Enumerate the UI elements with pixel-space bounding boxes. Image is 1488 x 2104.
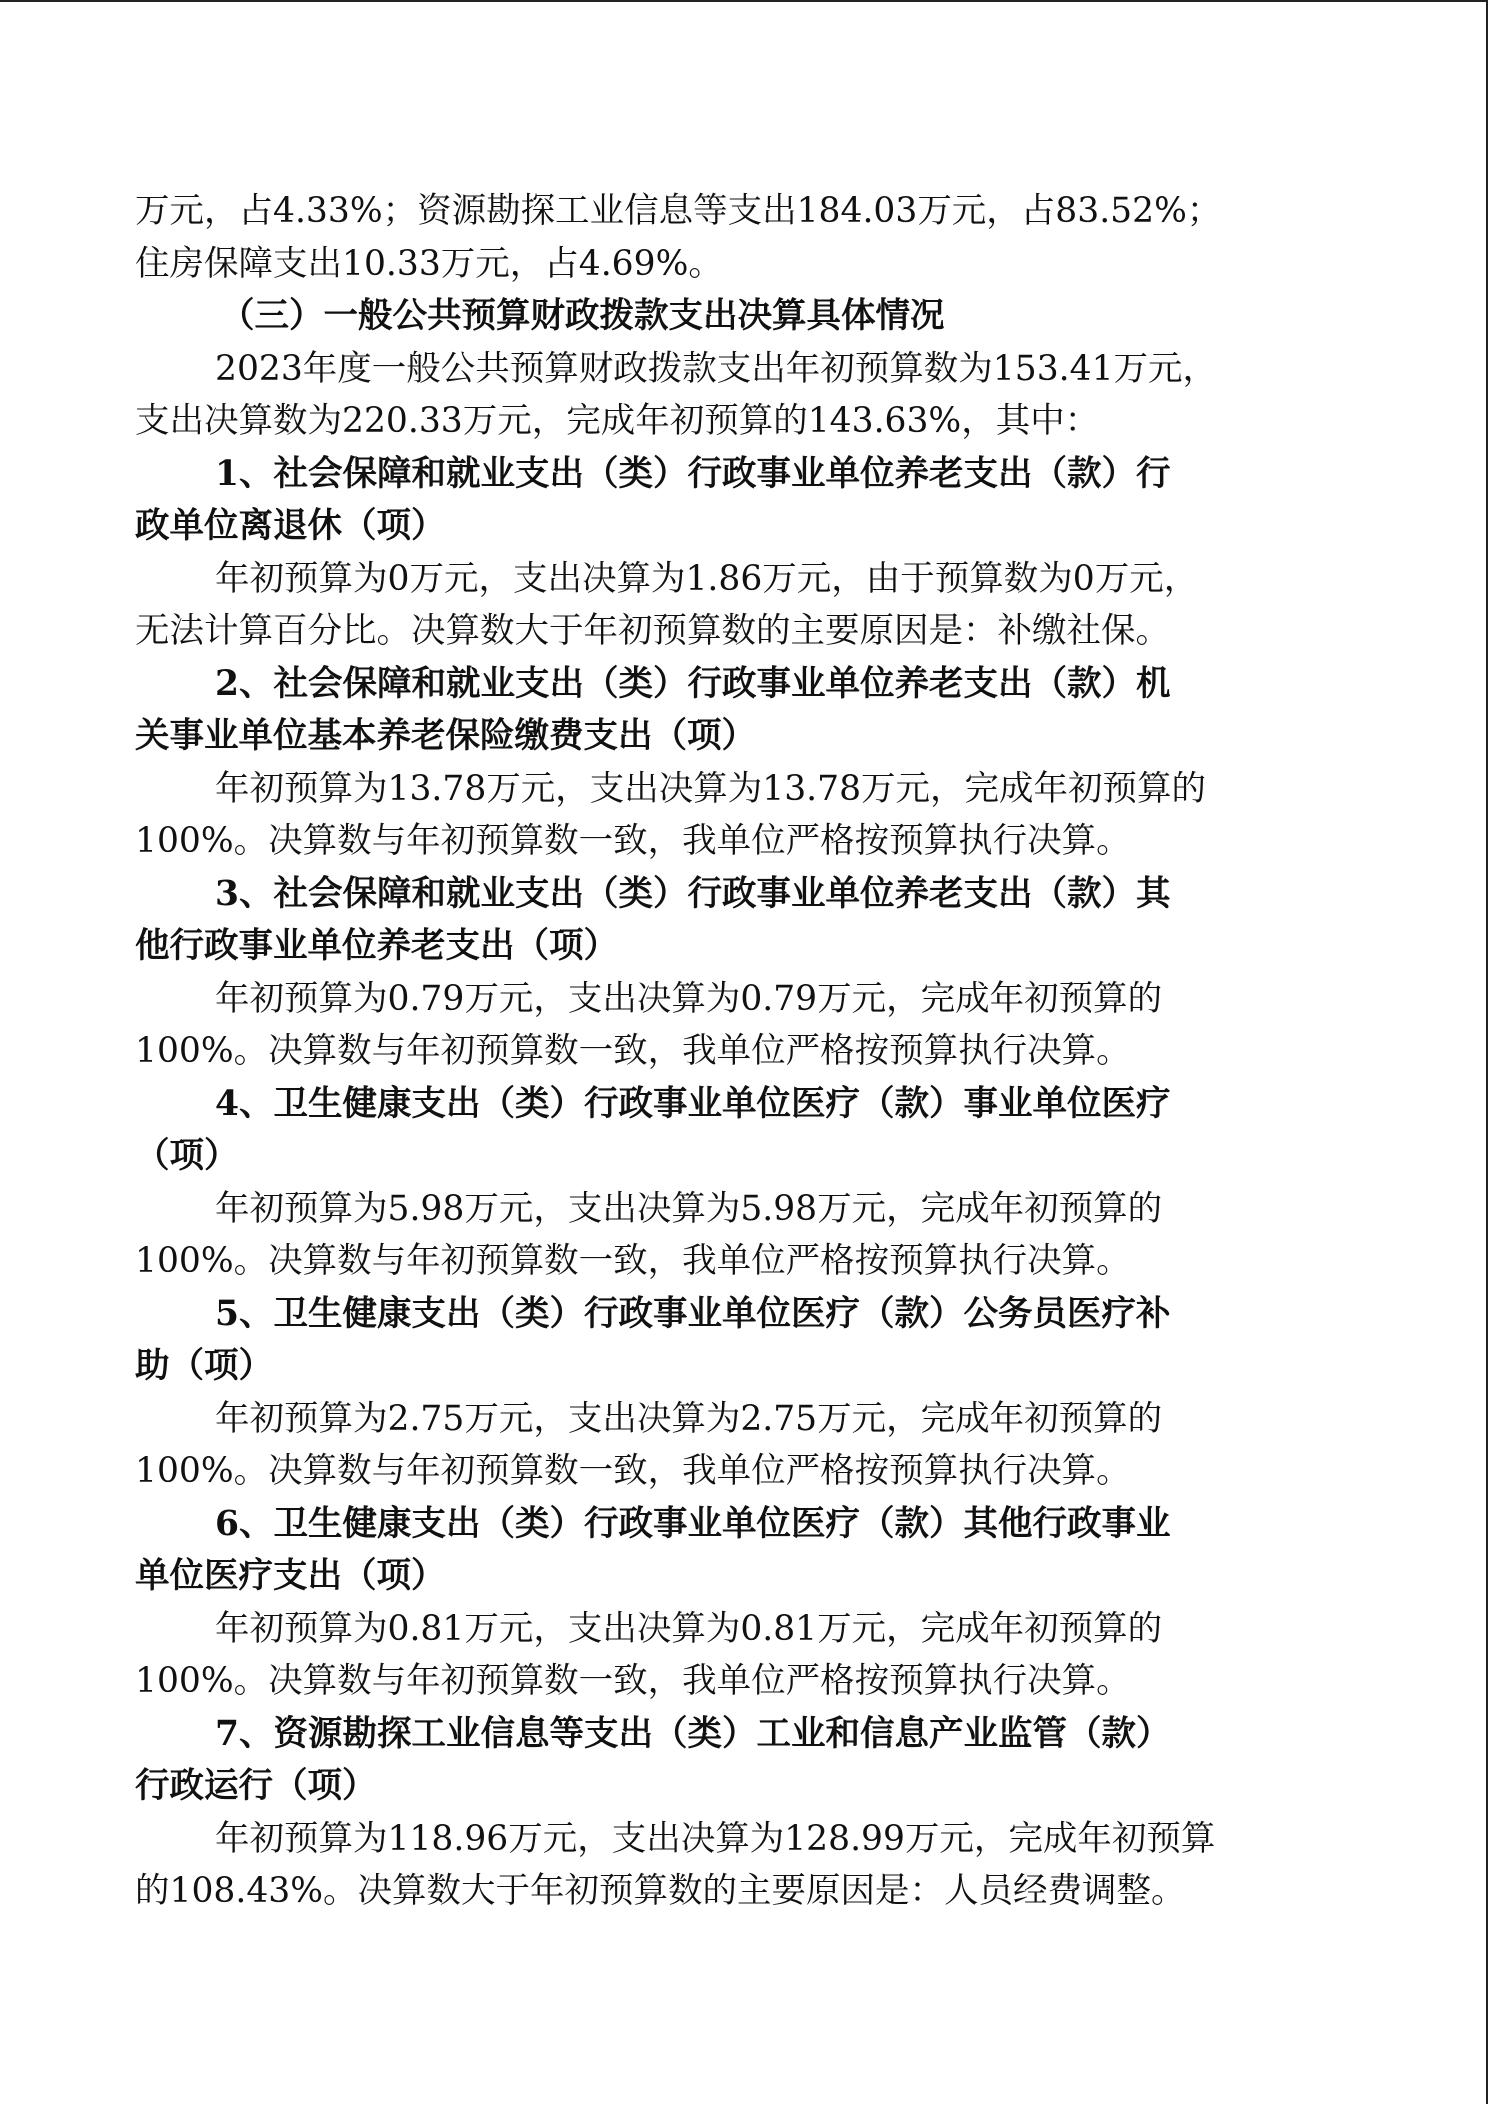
item-title-line-2: 行政运行（项） [135,1766,377,1806]
item-6-title [135,1498,1350,1603]
intro-line-1: 万元，占4.33%；资源勘探工业信息等支出184.03万元，占83.52%； [135,191,1222,231]
item-title-line-2: 政单位离退休（项） [135,506,446,546]
item-7-body [135,1813,1350,1918]
item-body-line-1: 年初预算为2.75万元，支出决算为2.75万元，完成年初预算的 [215,1398,1163,1439]
item-title-line-2: 关事业单位基本养老保险缴费支出（项） [135,716,756,756]
item-title-line-1: 7、资源勘探工业信息等支出（类）工业和信息产业监管（款） [215,1713,1171,1754]
item-title-line-1: 5、卫生健康支出（类）行政事业单位医疗（款）公务员医疗补 [215,1293,1171,1334]
item-title-line-2: （项） [135,1136,239,1176]
section-heading: （三）一般公共预算财政拨款支出决算具体情况 [220,296,945,336]
item-2-body [135,763,1350,868]
item-title-line-1: 1、社会保障和就业支出（类）行政事业单位养老支出（款）行 [215,453,1171,494]
item-3-title [135,868,1350,973]
item-body-line-1: 年初预算为13.78万元，支出决算为13.78万元，完成年初预算的 [215,768,1207,809]
item-body-line-1: 年初预算为0万元，支出决算为1.86万元，由于预算数为0万元， [215,558,1199,599]
summary-line-1: 2023年度一般公共预算财政拨款支出年初预算数为153.41万元， [215,348,1218,389]
item-body-line-2: 100%。决算数与年初预算数一致，我单位严格按预算执行决算。 [135,1661,1131,1701]
item-title-line-2: 单位医疗支出（项） [135,1556,446,1596]
item-body-line-2: 100%。决算数与年初预算数一致，我单位严格按预算执行决算。 [135,1241,1131,1281]
item-body-line-1: 年初预算为0.81万元，支出决算为0.81万元，完成年初预算的 [215,1608,1163,1649]
item-1-title [135,448,1350,553]
item-2-title [135,658,1350,763]
item-title-line-2: 助（项） [135,1346,273,1386]
item-body-line-2: 的108.43%。决算数大于年初预算数的主要原因是：人员经费调整。 [135,1871,1186,1911]
item-1-body [135,553,1350,658]
item-title-line-1: 6、卫生健康支出（类）行政事业单位医疗（款）其他行政事业 [215,1503,1171,1544]
intro-line-2: 住房保障支出10.33万元，占4.69%。 [135,243,723,284]
item-title-line-1: 4、卫生健康支出（类）行政事业单位医疗（款）事业单位医疗 [215,1083,1171,1124]
item-body-line-1: 年初预算为118.96万元，支出决算为128.99万元，完成年初预算 [215,1818,1216,1859]
item-title-line-1: 3、社会保障和就业支出（类）行政事业单位养老支出（款）其 [215,873,1171,914]
document-content [135,185,1350,1918]
item-6-body [135,1603,1350,1708]
item-5-title [135,1288,1350,1393]
item-7-title [135,1708,1350,1813]
summary-paragraph [135,343,1350,448]
item-4-body [135,1183,1350,1288]
item-title-line-1: 2、社会保障和就业支出（类）行政事业单位养老支出（款）机 [215,663,1171,704]
item-body-line-1: 年初预算为0.79万元，支出决算为0.79万元，完成年初预算的 [215,978,1163,1019]
item-body-line-1: 年初预算为5.98万元，支出决算为5.98万元，完成年初预算的 [215,1188,1163,1229]
item-body-line-2: 无法计算百分比。决算数大于年初预算数的主要原因是：补缴社保。 [135,611,1170,651]
item-title-line-2: 他行政事业单位养老支出（项） [135,926,618,966]
intro-paragraph [135,185,1350,290]
item-body-line-2: 100%。决算数与年初预算数一致，我单位严格按预算执行决算。 [135,1031,1131,1071]
item-body-line-2: 100%。决算数与年初预算数一致，我单位严格按预算执行决算。 [135,821,1131,861]
summary-line-2: 支出决算数为220.33万元，完成年初预算的143.63%，其中： [135,401,1100,441]
item-3-body [135,973,1350,1078]
item-4-title [135,1078,1350,1183]
item-5-body [135,1393,1350,1498]
item-body-line-2: 100%。决算数与年初预算数一致，我单位严格按预算执行决算。 [135,1451,1131,1491]
